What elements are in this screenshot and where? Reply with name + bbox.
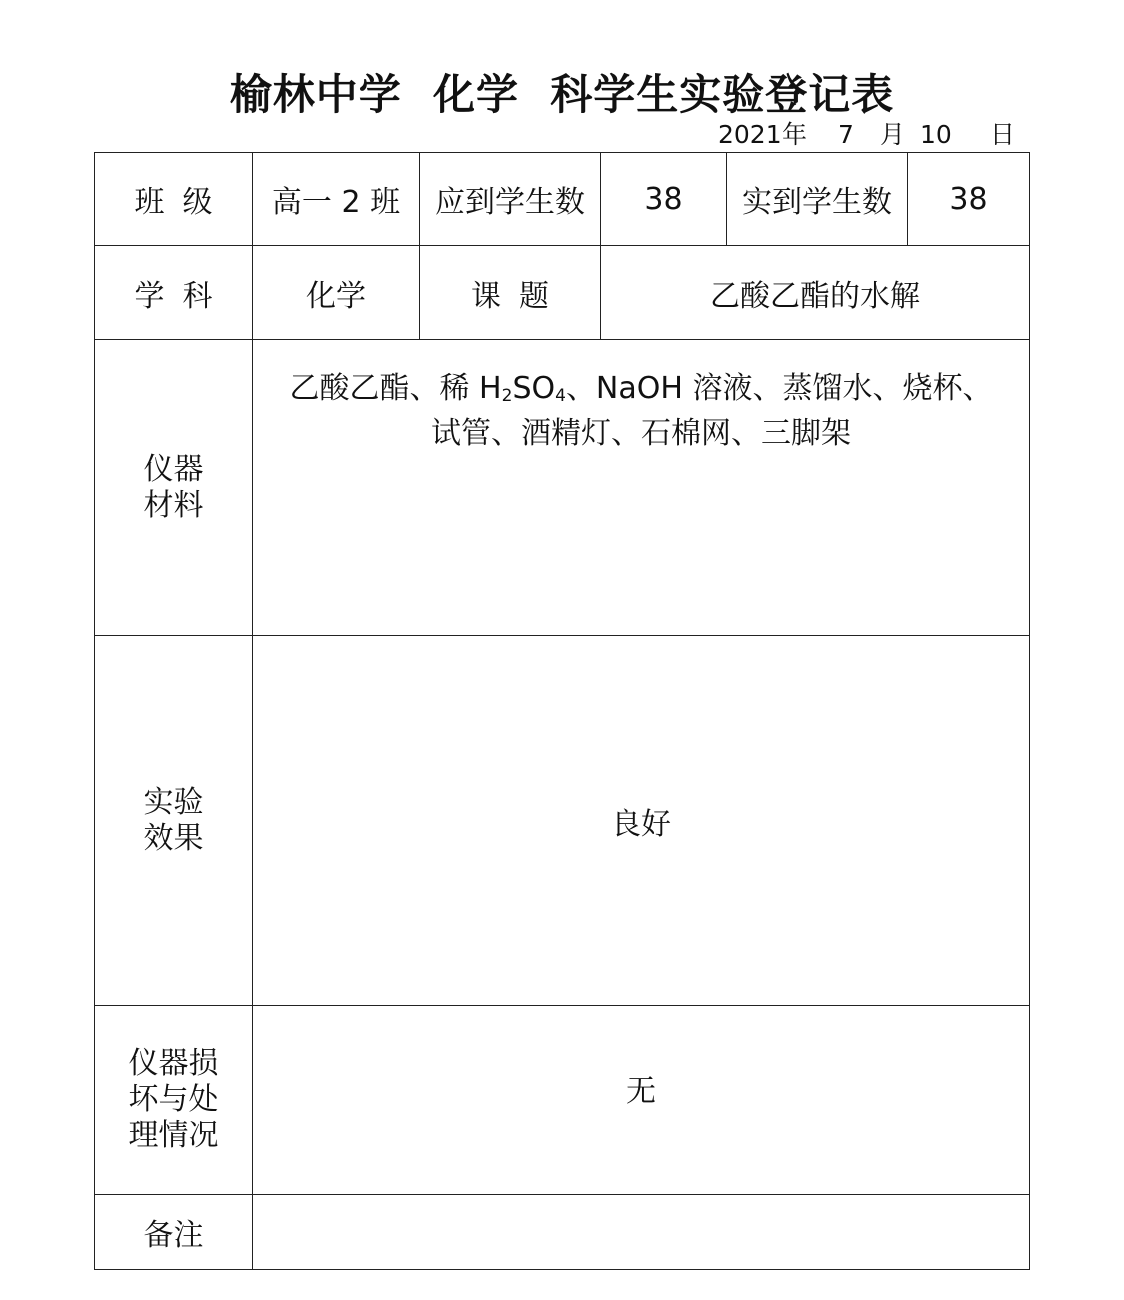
remarks-value[interactable] [253, 1195, 1030, 1270]
date-day-label: 日 [990, 120, 1016, 149]
materials-value[interactable] [253, 340, 1030, 636]
subscript-2: 2 [501, 386, 513, 406]
subject-label: 学科 [95, 246, 253, 340]
expected-students-label: 应到学生数 [420, 153, 601, 246]
subject-value[interactable]: 化学 [253, 246, 420, 340]
row-materials [95, 340, 1030, 636]
date-year: 2021 [718, 120, 782, 149]
damage-label-line2: 坏与处 [128, 1082, 219, 1117]
date-month-label: 月 [880, 120, 906, 149]
materials-line1-part-c: 、NaOH 溶液、蒸馏水、烧杯、 [565, 371, 993, 406]
damage-label [95, 1006, 253, 1195]
date-year-label: 年 [782, 120, 808, 149]
class-value[interactable]: 高一 2 班 [253, 153, 420, 246]
remarks-label: 备注 [95, 1195, 253, 1270]
damage-label-line3: 理情况 [128, 1118, 219, 1153]
subscript-4: 4 [555, 386, 566, 406]
damage-label-line1: 仪器损 [128, 1046, 219, 1081]
effect-value[interactable]: 良好 [253, 636, 1030, 1006]
row-class-info [95, 153, 1030, 246]
row-damage [95, 1006, 1030, 1195]
registration-table [94, 152, 1030, 1270]
materials-label-line1: 仪器 [143, 451, 204, 487]
actual-students-label: 实到学生数 [727, 153, 908, 246]
damage-value[interactable]: 无 [253, 1006, 1030, 1195]
form-title: 榆林中学 化学 科学生实验登记表 [229, 70, 895, 119]
effect-label [95, 636, 253, 1006]
actual-students-value[interactable]: 38 [908, 153, 1030, 246]
expected-students-value[interactable]: 38 [601, 153, 727, 246]
date-day: 10 [920, 120, 952, 149]
materials-line1-part-b: SO [512, 371, 556, 406]
materials-label [95, 340, 253, 636]
row-subject-topic [95, 246, 1030, 340]
materials-line1 [253, 370, 1029, 415]
materials-line2: 试管、酒精灯、石棉网、三脚架 [431, 416, 851, 451]
class-label: 班级 [95, 153, 253, 246]
topic-value[interactable]: 乙酸乙酯的水解 [601, 246, 1030, 340]
row-effect [95, 636, 1030, 1006]
effect-label-line2: 效果 [143, 820, 204, 856]
materials-line1-part-a: 乙酸乙酯、稀 H [289, 371, 502, 406]
topic-label: 课题 [420, 246, 601, 340]
row-remarks [95, 1195, 1030, 1270]
effect-label-line1: 实验 [143, 784, 204, 820]
date-month: 7 [838, 120, 854, 149]
materials-label-line2: 材料 [143, 487, 204, 523]
